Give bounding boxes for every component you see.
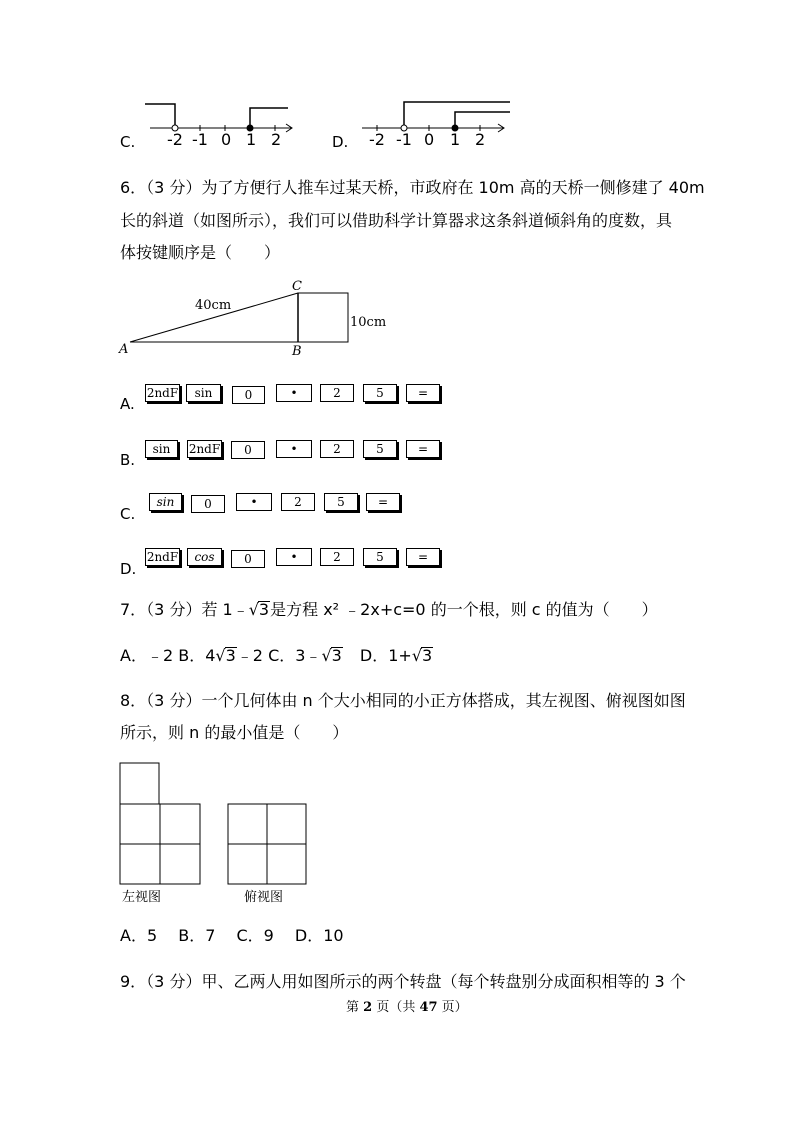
key-5: 5 [363,548,397,566]
hypotenuse-label: 40cm [195,298,232,313]
key-2: 2 [281,493,315,511]
q8-views-figure [118,760,318,886]
key-dot: • [276,384,312,402]
footer-mid: 页（共 [372,1000,420,1015]
q5-option-c-label: C. [120,133,136,151]
key-0: 0 [191,495,225,513]
key-0: 0 [231,441,265,459]
footer-post: 页） [437,1000,468,1015]
q6-option-b-label: B. [120,451,136,469]
key-equals: = [406,384,440,402]
q8-options: A．5 B．7 C．9 D．10 [120,926,344,945]
key-2: 2 [320,440,354,458]
key-0: 0 [232,386,265,404]
point-b-label: B [292,344,302,359]
key-sin: sin [186,384,221,402]
q8-text-line-2: 所示，则 n 的最小值是（ ） [120,723,349,742]
point-a-label: A [119,342,129,357]
key-0: 0 [231,550,265,568]
sqrt-icon: √ [411,646,423,665]
key-5: 5 [363,440,397,458]
q8-text-line-1: 8．（3 分）一个几何体由 n 个大小相同的小正方体搭成，其左视图、俯视图如图 [120,691,686,710]
q7-options [120,646,433,666]
q9-text-line-1: 9．（3 分）甲、乙两人用如图所示的两个转盘（每个转盘别分成面积相等的 3 个 [120,972,686,991]
key-equals: = [366,493,400,511]
sqrt-icon: √ [321,646,332,665]
sqrt-icon: √ [248,600,259,619]
q7-option-d-root: 3 [422,646,433,665]
q6-text-line-2: 长的斜道（如图所示），我们可以借助科学计算器求这条斜道倾斜角的度数，具 [120,211,673,230]
height-label: 10cm [350,315,387,330]
tick-label: 2 [475,130,486,149]
key-dot: • [236,493,272,511]
left-view-caption: 左视图 [122,890,162,905]
tick-label: 0 [221,130,232,149]
q7-prefix: 7．（3 分）若 1﹣ [120,600,249,619]
q7-option-b-pre: B．4 [178,646,216,665]
key-cos: cos [187,548,222,566]
tick-label: -1 [396,130,412,149]
key-sin: sin [149,493,182,511]
q7-option-d-pre: D．1+ [359,646,412,665]
q6-text-line-1: 6．（3 分）为了方便行人推车过某天桥，市政府在 10m 高的天桥一侧修建了 40m [120,178,705,197]
q6-text-line-3: 体按键顺序是（ ） [120,243,281,262]
q7-root: 3 [258,600,270,619]
q6-option-c-label: C. [120,505,136,523]
point-c-label: C [292,279,302,294]
page-footer [346,996,468,1015]
footer-pre: 第 [346,1000,364,1015]
tick-label: -1 [192,130,208,149]
key-2ndf: 2ndF [188,442,221,456]
key-2ndf: 2ndF [146,550,179,564]
q7-suffix: 是方程 x² ﹣2x+c=0 的一个根，则 c 的值为（ ） [270,600,658,619]
q7-option-c-root: 3 [331,646,342,665]
key-5: 5 [324,493,358,511]
tick-label: 0 [424,130,435,149]
q6-option-a-label: A. [120,395,135,413]
sqrt-icon: √ [215,646,226,665]
key-5: 5 [363,384,397,402]
q6-option-d-label: D. [120,560,137,578]
top-view-grid [228,804,306,884]
tick-label: -2 [369,130,385,149]
tick-label: 1 [246,130,257,149]
q5-option-d-label: D. [332,133,349,151]
top-view-caption: 俯视图 [244,890,284,905]
page-number: 2 [363,1000,373,1015]
key-dot: • [276,548,312,566]
key-2: 2 [320,548,354,566]
q7-question [120,600,658,620]
tick-label: -2 [167,130,183,149]
key-equals: = [406,548,440,566]
q7-option-c-pre: C．3﹣ [268,646,322,665]
q7-option-a: A．﹣2 [120,646,174,665]
left-view-grid [120,763,200,884]
key-2ndf: 2ndF [146,386,179,400]
key-equals: = [406,440,440,458]
key-sin: sin [145,440,178,458]
q7-option-b-root: 3 [225,646,236,665]
key-2: 2 [320,384,354,402]
tick-label: 1 [450,130,461,149]
key-dot: • [276,440,312,458]
page-total: 47 [419,1000,438,1015]
q7-option-b-post: ﹣2 [236,646,263,665]
tick-label: 2 [271,130,282,149]
